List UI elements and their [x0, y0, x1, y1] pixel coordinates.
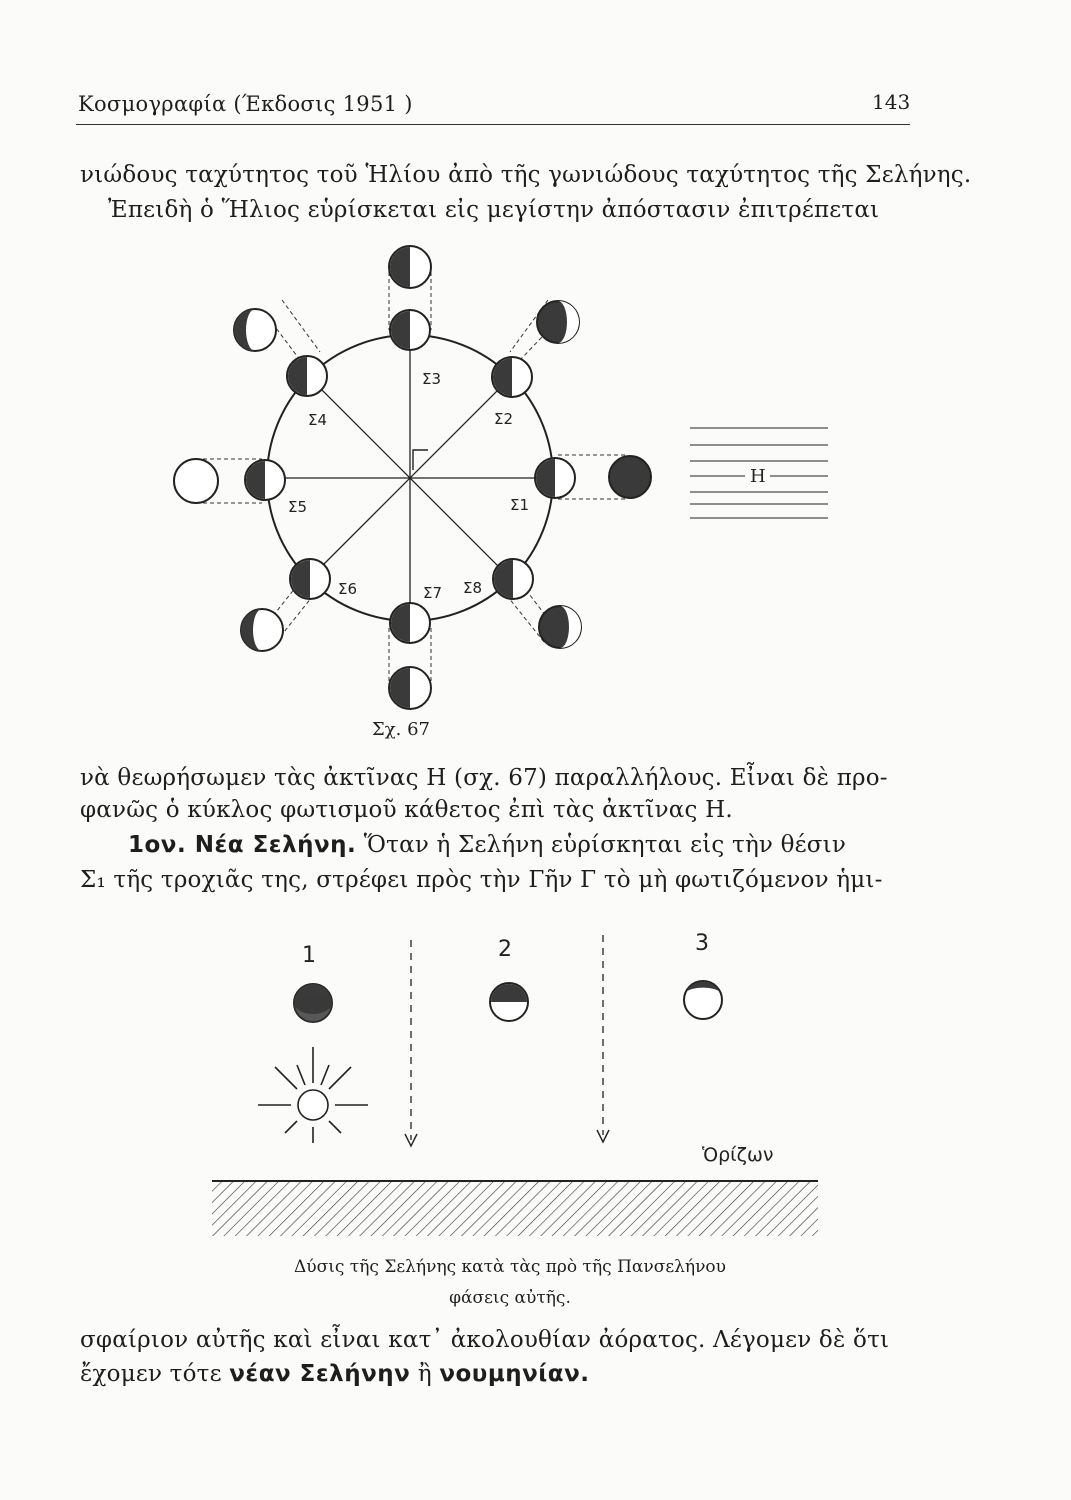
text-line-2: Ἐπειδὴ ὁ Ἥλιος εὑρίσκεται εἰς μεγίστην ἀπόστασιν ἐπιτρέπεται [108, 197, 880, 223]
moon-sigma-2 [492, 357, 532, 397]
outer-moon-full [174, 459, 218, 503]
text-line-1: νιώδους ταχύτητος τοῦ Ἡλίου ἀπὸ τῆς γωνιώδους ταχύτητος τῆς Σελήνης. [80, 162, 972, 188]
moon-sigma-8 [493, 559, 533, 599]
outer-moon-crescent-8 [539, 606, 581, 648]
label-sigma-1: Σ1 [510, 496, 530, 514]
moonset-moon-2 [490, 983, 528, 1021]
text-line-5: 1ον. Νέα Σελήνη. Ὅταν ἡ Σελήνη εὑρίσκηται εἰς τὴν θέσιν [128, 832, 847, 858]
term-new-moon: νέαν Σελήνην [229, 1361, 411, 1387]
sun-icon [258, 1047, 368, 1143]
text-line-4: φανῶς ὁ κύκλος φωτισμοῦ κάθετος ἐπὶ τὰς ἀκτῖνας Η. [80, 797, 733, 823]
moon-sigma-4 [287, 356, 327, 396]
outer-moon-crescent-2 [537, 301, 579, 343]
moon-sigma-5 [245, 460, 285, 500]
moon-sigma-7 [390, 603, 430, 643]
outer-moon-gibbous-4 [234, 309, 276, 351]
moonset-dashed-lines [411, 935, 603, 1140]
moonset-caption-line-1: Δύσις τῆς Σελήνης κατὰ τὰς πρὸ τῆς Πανσελήνου [294, 1257, 726, 1277]
header-title: Κοσμογραφία (Έκδοσις 1951 ) [78, 92, 413, 116]
outer-moon-new [609, 456, 651, 498]
moon-sigma-6 [290, 559, 330, 599]
phase-number-1: 1 [302, 943, 316, 968]
page-number: 143 [872, 90, 911, 114]
moonset-moon-1 [294, 984, 332, 1022]
label-sigma-4: Σ4 [308, 411, 328, 429]
moon-sigma-1 [535, 458, 575, 498]
ground-hatching [212, 1180, 818, 1236]
outer-moon-half-7 [389, 667, 431, 709]
text-line-6: Σ₁ τῆς τροχιᾶς της, στρέφει πρὸς τὴν Γῆν Γ τὸ μὴ φωτιζόμενον ἡμι- [80, 867, 883, 893]
label-sigma-3: Σ3 [422, 370, 442, 388]
outer-moon-gibbous-6 [241, 609, 283, 651]
phase-number-3: 3 [695, 931, 709, 956]
term-noumenia: νουμηνίαν. [439, 1361, 590, 1387]
label-sigma-7: Σ7 [423, 584, 443, 602]
figure-67-moon-phases [160, 240, 860, 740]
text-line-8: ἔχομεν τότε νέαν Σελήνην ἢ νουμηνίαν. [80, 1361, 590, 1387]
text-line-7: σφαίριον αὐτῆς καὶ εἶναι κατ᾽ ἀκολουθίαν ἀόρατος. Λέγομεν δὲ ὅτι [80, 1327, 890, 1353]
figure-moonset [200, 925, 830, 1245]
label-sigma-2: Σ2 [494, 410, 514, 428]
horizon-label: Ὁρίζων [702, 1144, 774, 1166]
moonset-moon-3 [684, 981, 722, 1019]
outer-moon-half-3 [389, 246, 431, 288]
text-line-3: νὰ θεωρήσωμεν τὰς ἀκτῖνας Η (σχ. 67) παραλλήλους. Εἶναι δὲ προ- [80, 765, 888, 791]
section-heading: 1ον. Νέα Σελήνη. [128, 832, 357, 858]
label-sigma-8: Σ8 [463, 579, 483, 597]
figure-67-caption: Σχ. 67 [372, 719, 430, 740]
moonset-caption-line-2: φάσεις αὐτῆς. [449, 1288, 571, 1308]
label-sigma-6: Σ6 [338, 580, 358, 598]
moon-sigma-3 [390, 310, 430, 350]
label-sigma-5: Σ5 [288, 498, 308, 516]
phase-number-2: 2 [498, 937, 512, 962]
sun-rays-label: Η [750, 466, 766, 487]
header-rule [76, 124, 910, 125]
